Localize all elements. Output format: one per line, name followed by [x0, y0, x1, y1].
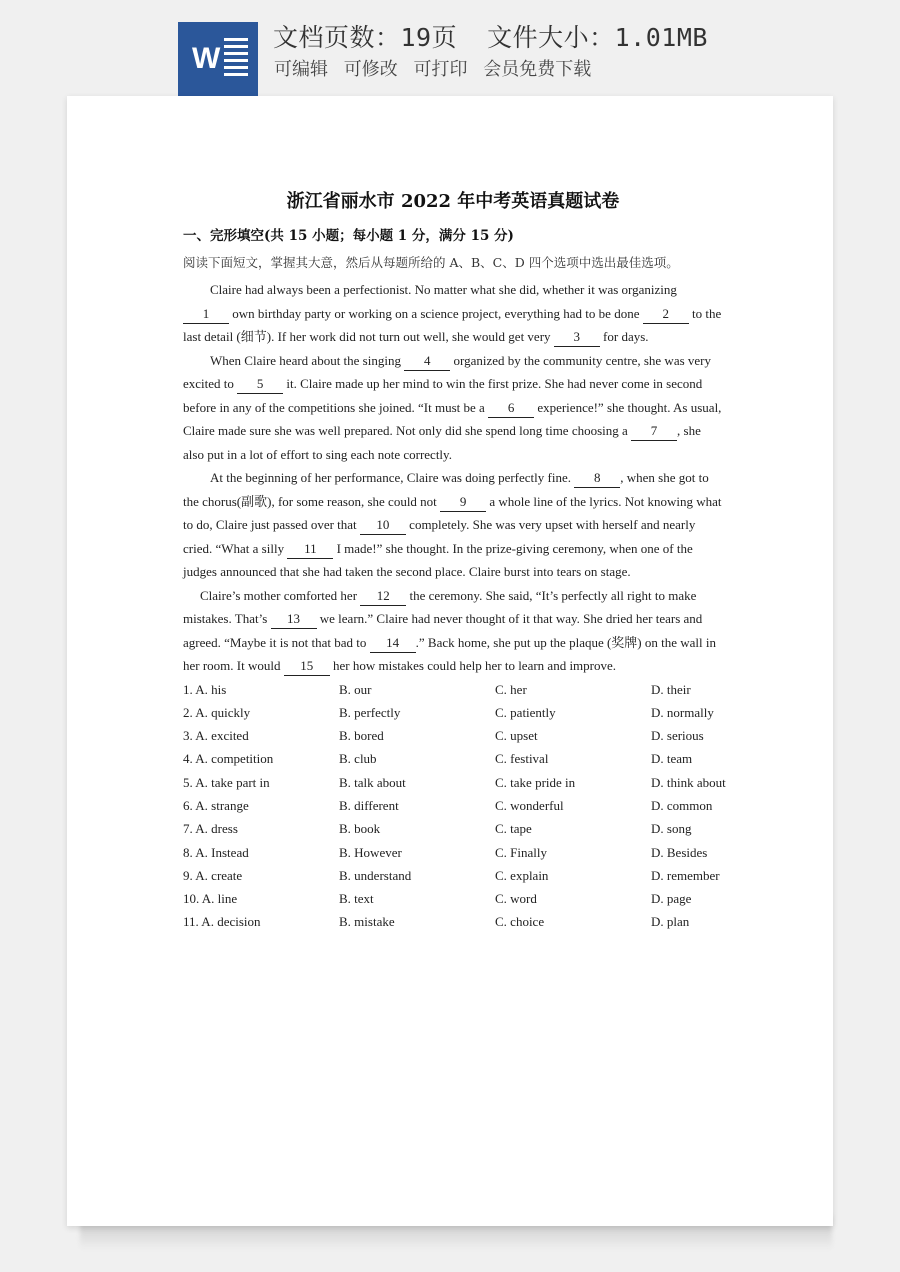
blank-8: 8 [574, 469, 620, 488]
option-6b: B. different [339, 797, 399, 813]
blank-11: 11 [287, 540, 333, 559]
option-9b: B. understand [339, 867, 412, 883]
option-5c: C. take pride in [495, 774, 576, 790]
answer-options [183, 678, 726, 934]
passage-paragraph-2: When Claire heard about the singing 4 organized by the community centre, she was very excited to 5 it. Claire made up her mind to win the first prize. She had never come in second before in any of the competitions she joined. “It must be a 6 experience!” she thought. As usual, Claire made sure she was well prepared. Not only did she spend long time choosing a 7 , she also put in a lot of effort to sing each note correctly. [183, 352, 722, 462]
feature-printable: 可打印 [413, 59, 468, 80]
option-3d: D. serious [651, 728, 704, 744]
option-row-10 [183, 887, 723, 910]
option-1c: C. her [495, 681, 527, 697]
feature-editable: 可编辑 [274, 59, 328, 80]
blank-15: 15 [284, 657, 330, 676]
option-11a: 11. A. decision [183, 914, 261, 930]
option-8a: 8. A. Instead [183, 844, 249, 860]
option-2d: D. normally [651, 704, 714, 720]
option-row-9 [183, 864, 723, 887]
option-3a: 3. A. excited [183, 728, 249, 744]
word-document-icon [178, 22, 258, 96]
option-row-8 [183, 841, 723, 864]
option-11c: C. choice [495, 914, 545, 930]
document-lines-icon [224, 38, 248, 80]
option-9a: 9. A. create [183, 867, 243, 883]
option-10d: D. page [651, 891, 692, 907]
option-5d: D. think about [651, 774, 726, 790]
option-7c: C. tape [495, 821, 532, 837]
section-heading: 一、完形填空(共 15 小题；每小题 1 分，满分 15 分) [183, 228, 514, 244]
option-5a: 5. A. take part in [183, 774, 270, 790]
option-8d: D. Besides [651, 844, 708, 860]
option-7a: 7. A. dress [183, 821, 238, 837]
blank-3: 3 [554, 328, 600, 347]
blank-5: 5 [237, 375, 283, 394]
option-8c: C. Finally [495, 844, 548, 860]
download-banner [0, 0, 900, 100]
document-page [67, 96, 833, 1226]
document-title: 浙江省丽水市 2022 年中考英语真题试卷 [286, 191, 620, 212]
option-9d: D. remember [651, 867, 720, 883]
option-row-4 [183, 747, 723, 770]
blank-10: 10 [360, 516, 406, 535]
instruction-text: 阅读下面短文，掌握其大意，然后从每题所给的 A、B、C、D 四个选项中选出最佳选项。 [183, 255, 679, 270]
option-row-11 [183, 910, 723, 933]
feature-modifiable: 可修改 [343, 59, 398, 80]
option-row-2 [183, 701, 723, 724]
blank-4: 4 [404, 352, 450, 371]
option-row-1 [183, 678, 723, 701]
page-count: 文档页数：19页 [273, 23, 458, 52]
option-4d: D. team [651, 751, 693, 767]
option-row-7 [183, 817, 723, 840]
option-11d: D. plan [651, 914, 690, 930]
blank-9: 9 [440, 493, 486, 512]
blank-7: 7 [631, 422, 677, 441]
option-10a: 10. A. line [183, 891, 238, 907]
passage-paragraph-4: Claire’s mother comforted her 12 the ceremony. She said, “It’s perfectly all right to make mistakes. That’s 13 we learn.” Claire had never thought of it that way. She dried her tears and agreed. “Maybe it is not that bad to 14 .” Back home, she put up the plaque (奖牌) on the wall in her room. It would 15 her how mistakes could help her to learn and improve. [183, 584, 723, 678]
feature-member-download: 会员免费下载 [483, 59, 592, 80]
blank-1: 1 [183, 305, 229, 324]
file-size: 文件大小：1.01MB [487, 23, 708, 52]
option-row-6 [183, 794, 723, 817]
option-row-3 [183, 724, 723, 747]
option-3c: C. upset [495, 728, 538, 744]
passage-paragraph-3: At the beginning of her performance, Claire was doing perfectly fine. 8 , when she got to the chorus(副歌), for some reason, she could not 9 a whole line of the lyrics. Not knowing what to do, Claire just passed over that 10 completely. She was very upset with herself and nearly cried. “What a silly 11 I made!” she thought. In the prize-giving ceremony, when one of the judges announced that she had taken the second place. Claire burst into tears on stage. [183, 470, 722, 579]
blank-6: 6 [488, 399, 534, 418]
option-9c: C. explain [495, 867, 549, 883]
feature-list [274, 55, 601, 81]
option-7b: B. book [339, 821, 381, 837]
blank-2: 2 [643, 305, 689, 324]
word-icon-letter: W [192, 42, 221, 75]
option-1a: 1. A. his [183, 681, 227, 697]
option-6d: D. common [651, 797, 713, 813]
option-4b: B. club [339, 751, 377, 767]
passage-paragraph-1: Claire had always been a perfectionist. No matter what she did, whether it was organizing 1 own birthday party or working on a science project, everything had to be done 2 to the last detail (细节). If her work did not turn out well, she would get very 3 for days. [183, 278, 723, 349]
option-1d: D. their [651, 681, 691, 697]
option-2c: C. patiently [495, 704, 556, 720]
option-5b: B. talk about [339, 774, 406, 790]
blank-13: 13 [271, 610, 317, 629]
option-row-5 [183, 771, 726, 794]
option-8b: B. However [339, 844, 402, 860]
option-4c: C. festival [495, 751, 549, 767]
document-content [183, 188, 726, 934]
blank-12: 12 [360, 587, 406, 606]
option-10c: C. word [495, 891, 537, 907]
option-3b: B. bored [339, 728, 384, 744]
option-2a: 2. A. quickly [183, 704, 251, 720]
blank-14: 14 [370, 634, 416, 653]
option-6a: 6. A. strange [183, 797, 249, 813]
file-info [273, 18, 708, 54]
option-2b: B. perfectly [339, 704, 401, 720]
option-1b: B. our [339, 681, 372, 697]
option-4a: 4. A. competition [183, 751, 274, 767]
option-7d: D. song [651, 821, 692, 837]
option-10b: B. text [339, 891, 374, 907]
option-6c: C. wonderful [495, 797, 564, 813]
option-11b: B. mistake [339, 914, 395, 930]
